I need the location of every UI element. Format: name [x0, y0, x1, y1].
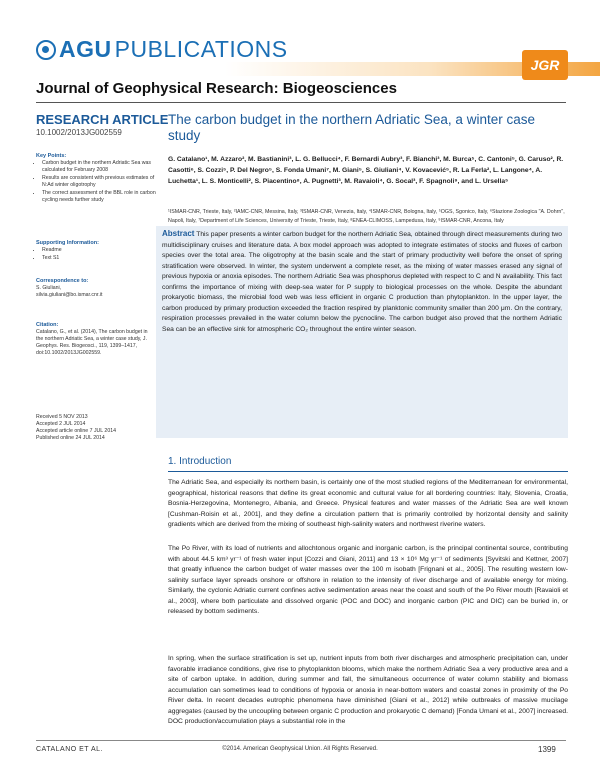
- brand-bold: AGU: [59, 36, 112, 62]
- supporting-info-label: Supporting Information:: [36, 240, 99, 246]
- section-divider: [168, 471, 568, 472]
- header-divider: [36, 102, 566, 103]
- agu-globe-icon: [36, 40, 56, 60]
- key-point: • The correct assessment of the BBL role in carbon cycling needs further study: [42, 190, 156, 204]
- date-accepted: Accepted 2 JUL 2014: [36, 421, 86, 427]
- brand-light: PUBLICATIONS: [114, 36, 288, 62]
- citation-label: Citation:: [36, 322, 59, 328]
- citation-text: Catalano, G., et al. (2014), The carbon budget in the northern Adriatic Sea, a winter case study, J. Geophys. Res. Biogeosci., 119, 1399–1417, doi:10.1002/2013JG002559.: [36, 329, 148, 356]
- footer-copyright: ©2014. American Geophysical Union. All Rights Reserved.: [222, 746, 378, 752]
- article-type: RESEARCH ARTICLE: [36, 112, 169, 127]
- footer-divider: [36, 740, 566, 741]
- journal-title: Journal of Geophysical Research: Biogeosciences: [36, 80, 397, 97]
- key-points-label: Key Points:: [36, 153, 67, 159]
- key-point: • Carbon budget in the northern Adriatic Sea was calculated for February 2008: [42, 160, 156, 174]
- affiliations: ¹ISMAR-CNR, Trieste, Italy, ²IAMC-CNR, Messina, Italy, ³ISMAR-CNR, Venezia, Italy, ⁴ISMAR-CNR, Bologna, Italy, ⁵OGS, Sgonico, Italy, ⁶Stazione Zoologica "A. Dohrn", Napoli, Italy, ⁷Department of Life Sciences, University of Trieste, Trieste, Italy, ⁸ENEA-CLIMOSS, Lampedusa, Italy, ⁹ISMAR-CNR, Ancona, Italy: [168, 209, 565, 224]
- correspondence-name: S. Giuliani,: [36, 285, 62, 291]
- abstract-box: [156, 226, 568, 438]
- supporting-info-list: [36, 247, 156, 263]
- date-published: Published online 24 JUL 2014: [36, 435, 105, 441]
- publication-dates: [36, 414, 156, 442]
- date-received: Received 5 NOV 2013: [36, 414, 88, 420]
- section-heading: 1. Introduction: [168, 456, 232, 467]
- abstract-heading: Abstract: [162, 229, 195, 238]
- page-number: 1399: [538, 745, 556, 754]
- supporting-item-readme[interactable]: • Readme: [42, 247, 156, 254]
- intro-paragraph-1: The Adriatic Sea, and especially its northern basin, is certainly one of the most studied regions of the Mediterranean for environmental, geographical, historical reasons that define its great economic and cultural value for all bordering countries: Italy, Slovenia, Croatia, Bosnia-Herzegovina, Montenegro, Albania, and Greece. Physical features and water masses of the Adriatic Sea are well known [Cushman-Roisin et al., 2001], and they define a circulation pattern that is primarily controlled by horizontal density and salinity gradients which are derived from the mixing of southeast high-salinity waters and northwest riverine waters.: [168, 479, 568, 528]
- key-point: • Results are consistent with previous estimates of N:Ad winter oligotrophy: [42, 175, 156, 189]
- footer-authors: CATALANO ET AL.: [36, 746, 104, 753]
- supporting-item-text-s1[interactable]: • Text S1: [42, 255, 156, 262]
- intro-paragraph-2: The Po River, with its load of nutrients and allochtonous organic and inorganic carbon, is the principal continental source, contributing with about 44.5 km³ yr⁻¹ of fresh water input [Cozzi and Giani, 2011] and 13 × 10⁶ Mg yr⁻¹ of sediments [Syvitski and Kettner, 2007] that greatly influence the carbon budget of water masses over the 100 m isobath [Frignani et al., 2005]. The resulting western low-salinity surface layer spreads onshore or offshore in relation to the intensity of river discharge and of available energy for mixing. Similarly, the cyclonic Adriatic current confines active sedimentation areas near the coast and south of the Po River mouth [Ravaioli et al., 2003], where both particulate and dissolved organic (POC and DOC) and inorganic carbon (PIC and DIC) can be buried in, or released by bottom sediments.: [168, 545, 568, 615]
- abstract-text: This paper presents a winter carbon budget for the northern Adriatic Sea, obtained through direct measurements during two multidisciplinary cruises and literature data. A box model approach was adopted to integrate estimates of stocks and fluxes of carbon species over the total area. The oligotrophy at the basin scale and the start of primary productivity well before the onset of spring stratification were observed. In winter, the system underwent a complete reset, as the mixing of water masses erased any signal of previous hypoxia or anoxia episodes. The northern Adriatic Sea was phosphorus depleted with respect to C and N availability. This fact confirms the importance of mixing with deep-sea water for P supply to biological processes on the whole. Despite the abundant prokaryotic biomass, the microbial food web was less efficient in organic C production than phytoplankton. In the upper layer, the carbon produced by primary production exceeded the fraction respired by planktonic community smaller than 200 μm. On the contrary, respiration processes prevailed in the water column below the pycnocline. The carbon budget also proved that the northern Adriatic Sea can be an effective sink for atmospheric CO₂ throughout the entire winter season.: [162, 231, 562, 333]
- agu-publications-logo: [36, 36, 288, 63]
- date-accepted-online: Accepted article online 7 JUL 2014: [36, 428, 116, 434]
- jgr-badge: JGR: [522, 50, 568, 80]
- correspondence-email[interactable]: silvia.giuliani@bo.ismar.cnr.it: [36, 292, 103, 298]
- article-title: The carbon budget in the northern Adriatic Sea, a winter case study: [168, 112, 535, 143]
- article-doi[interactable]: 10.1002/2013JG002559: [36, 128, 122, 137]
- correspondence-label: Correspondence to:: [36, 278, 89, 284]
- key-points-list: [36, 160, 156, 205]
- intro-paragraph-3: In spring, when the surface stratification is set up, nutrient inputs from both river discharges and atmospheric precipitation can, under favorable irradiance conditions, give rise to phytoplankton blooms, which make the northern Adriatic Sea a very productive area and a site of carbon uptake. In addition, during summer and fall, the simultaneous occurrence of water column stability and biomass accumulation can sometimes lead to conditions of hypoxia or anoxia in near-bottom waters and coastal zones in proximity of the Po River delta. In recent decades eutrophic phenomena have diminished [Giani et al., 2012] while outbreaks of massive mucilage aggregates (caused by the uncoupling between organic C production and prokaryotic C demand) [Fonda Umani et al., 2007] increased. DOC production/accumulation plays a substantial role in the: [168, 655, 569, 725]
- author-list: G. Catalano¹, M. Azzaro², M. Bastianini³, L. G. Bellucci⁴, F. Bernardi Aubry³, F. Bianchi³, M. Burca⁵, C. Cantoni⁵, G. Caruso², R. Casotti⁶, S. Cozzi⁵, P. Del Negro⁵, S. Fonda Umani⁷, M. Giani⁵, S. Giuliani⁴, V. Kovacević⁵, R. La Ferla², L. Langone⁴, A. Luchetta¹, L. S. Monticelli², S. Piacentino⁸, A. Pugnetti³, M. Ravaioli⁴, G. Socal³, F. Spagnoli⁹, and L. Ursella⁵: [168, 156, 564, 185]
